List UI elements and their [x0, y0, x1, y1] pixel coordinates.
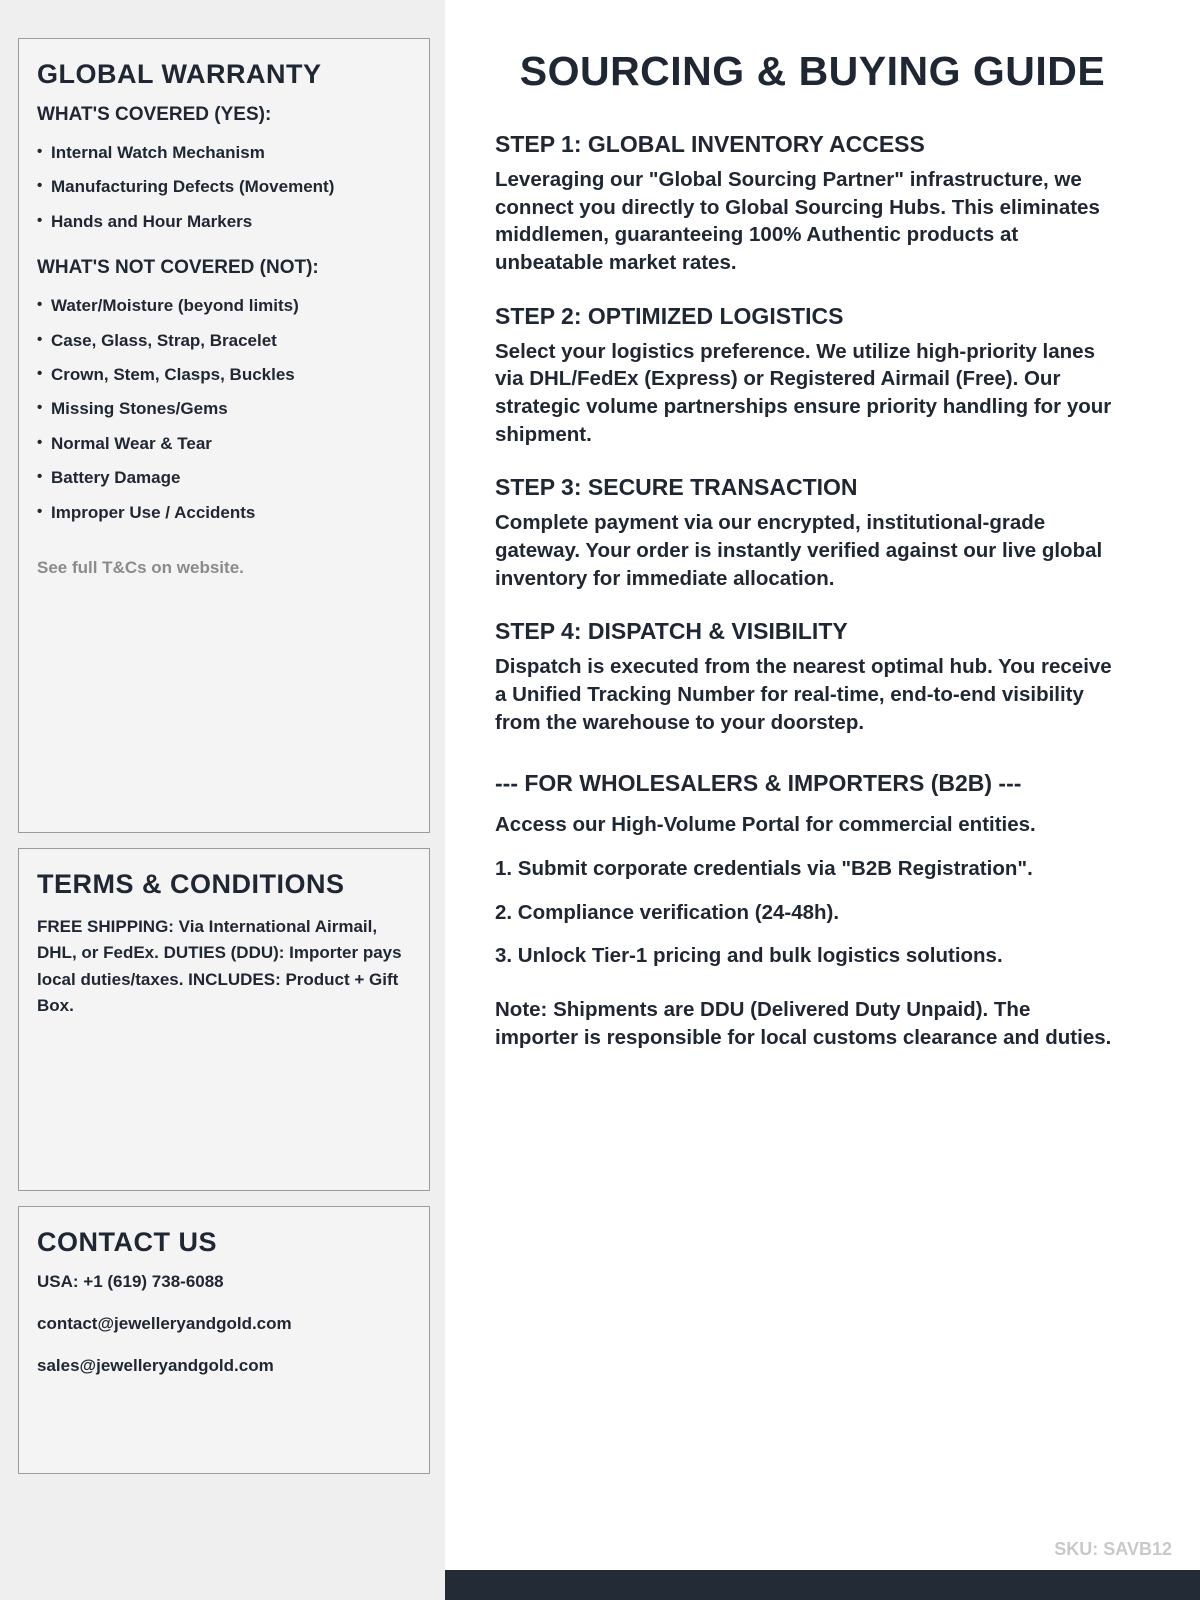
not-covered-heading: WHAT'S NOT COVERED (NOT): — [37, 257, 319, 279]
sku-label: SKU: SAVB12 — [1054, 1539, 1172, 1559]
terms-title: TERMS & CONDITIONS — [37, 869, 345, 899]
contact-panel — [18, 1206, 430, 1474]
list-item: • Missing Stones/Gems — [37, 392, 411, 426]
contact-phone: USA: +1 (619) 738-6088 — [37, 1272, 224, 1291]
step-4 — [495, 618, 1115, 736]
step-1 — [495, 131, 1115, 277]
b2b-item: 2. Compliance verification (24-48h). — [495, 900, 840, 924]
terms-panel — [18, 848, 430, 1191]
not-covered-list — [37, 289, 411, 530]
list-item: • Crown, Stem, Clasps, Buckles — [37, 358, 411, 392]
covered-list — [37, 136, 411, 239]
page-title: SOURCING & BUYING GUIDE — [519, 48, 1106, 94]
list-item: • Normal Wear & Tear — [37, 427, 411, 461]
list-item: • Battery Damage — [37, 461, 411, 495]
b2b-note: Note: Shipments are DDU (Delivered Duty Unpaid). The importer is responsible for local customs clearance and duties. — [495, 998, 1112, 1049]
list-item: • Internal Watch Mechanism — [37, 136, 411, 170]
contact-email-sales: sales@jewelleryandgold.com — [37, 1356, 274, 1375]
b2b-heading: --- FOR WHOLESALERS & IMPORTERS (B2B) --- — [495, 770, 1022, 797]
covered-heading: WHAT'S COVERED (YES): — [37, 104, 272, 125]
step-2 — [495, 303, 1115, 449]
contact-title: CONTACT US — [37, 1227, 217, 1257]
b2b-item: 3. Unlock Tier-1 pricing and bulk logistics solutions. — [495, 944, 1003, 968]
list-item: • Water/Moisture (beyond limits) — [37, 289, 411, 323]
warranty-footnote: See full T&Cs on website. — [37, 557, 244, 577]
list-item: • Improper Use / Accidents — [37, 496, 411, 530]
step-body: Dispatch is executed from the nearest optimal hub. You receive a Unified Tracking Number for real-time, end-to-end visibility from the warehouse to your doorstep. — [495, 655, 1112, 734]
sidebar — [0, 0, 445, 1600]
b2b-item: 1. Submit corporate credentials via "B2B Registration". — [495, 857, 1033, 881]
list-item: • Case, Glass, Strap, Bracelet — [37, 324, 411, 358]
step-3 — [495, 474, 1115, 592]
list-item: • Manufacturing Defects (Movement) — [37, 170, 411, 204]
step-body: Complete payment via our encrypted, institutional-grade gateway. Your order is instantly verified against our live global inventory for immediate allocation. — [495, 511, 1103, 590]
contact-email: contact@jewelleryandgold.com — [37, 1314, 292, 1333]
main-content — [445, 0, 1200, 1600]
b2b-intro: Access our High-Volume Portal for commercial entities. — [495, 813, 1036, 837]
terms-body: FREE SHIPPING: Via International Airmail, DHL, or FedEx. DUTIES (DDU): Importer pays local duties/taxes. INCLUDES: Product + Gift Box. — [37, 917, 402, 1016]
b2b-section — [495, 770, 1130, 1051]
step-heading: STEP 1: GLOBAL INVENTORY ACCESS — [495, 131, 925, 157]
bottom-bar — [445, 1570, 1200, 1600]
step-heading: STEP 2: OPTIMIZED LOGISTICS — [495, 302, 844, 329]
step-body: Leveraging our "Global Sourcing Partner" infrastructure, we connect you directly to Global Sourcing Hubs. This eliminates middlemen, guaranteeing 100% Authentic products at unbeatable market rates. — [495, 168, 1100, 275]
step-heading: STEP 3: SECURE TRANSACTION — [495, 474, 858, 501]
warranty-title: GLOBAL WARRANTY — [37, 59, 322, 89]
list-item: • Hands and Hour Markers — [37, 205, 411, 239]
step-body: Select your logistics preference. We utilize high-priority lanes via DHL/FedEx (Express) or Registered Airmail (Free). Our strategic volume partnerships ensure priority handling for your shipment. — [495, 339, 1112, 446]
step-heading: STEP 4: DISPATCH & VISIBILITY — [495, 618, 848, 645]
warranty-panel — [18, 38, 430, 833]
